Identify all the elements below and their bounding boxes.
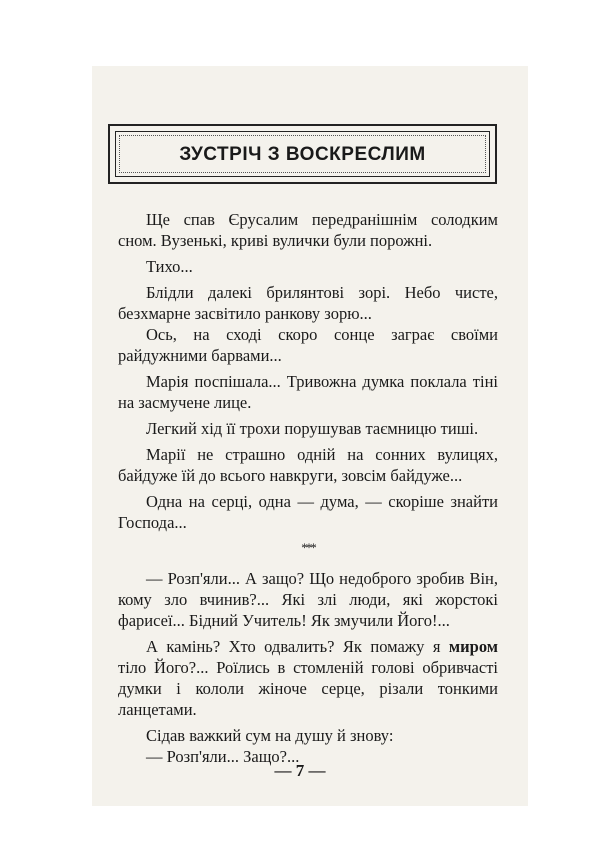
paragraph [118, 636, 498, 720]
paragraph: Легкий хід її трохи порушував таємницю тиші. [146, 419, 479, 438]
paragraph: Ось, на сході скоро сонце заграє своїми райдужними барвами... [118, 325, 498, 365]
paragraph: — Розп'яли... А защо? Що недоброго зробив Він, кому зло вчинив?... Які злі люди, які жорстокі фарисеї... Бідний Учитель! Як змучили Його!... [118, 569, 498, 630]
section-separator: *** [301, 540, 315, 555]
page-number: — 7 — [274, 761, 326, 780]
paragraph: Тихо... [146, 257, 193, 276]
paragraph-part: А камінь? Хто одвалить? Як помажу я [146, 637, 449, 656]
paragraph: Блідли далекі брилянтові зорі. Небо чисте, безхмарне засвітило ранкову зорю... [118, 283, 498, 323]
paragraph: — Розп'яли... Защо?... [146, 747, 300, 766]
paragraph-part: тіло Його?... Роїлись в стомленій голові обривчасті думки і кололи жіноче серце, різали тонкими ланцетами. [118, 658, 498, 719]
paragraph: Ще спав Єрусалим передранішнім солодким сном. Вузенькі, криві вулички були порожні. [118, 210, 498, 250]
title-frame [108, 124, 497, 184]
body-text [118, 209, 498, 772]
paragraph: Марія поспішала... Тривожна думка поклала тіні на засмучене лице. [118, 372, 498, 412]
chapter-title: ЗУСТРІЧ З ВОСКРЕСЛИМ [179, 144, 426, 165]
paragraph: Сідав важкий сум на душу й знову: [146, 726, 394, 745]
paragraph: Одна на серці, одна — дума, — скоріше знайти Господа... [118, 492, 498, 532]
paragraph: Марії не страшно одній на сонних вулицях, байдуже їй до всього навкруги, зовсім байдуже... [118, 445, 498, 485]
bold-word: миром [448, 637, 498, 656]
